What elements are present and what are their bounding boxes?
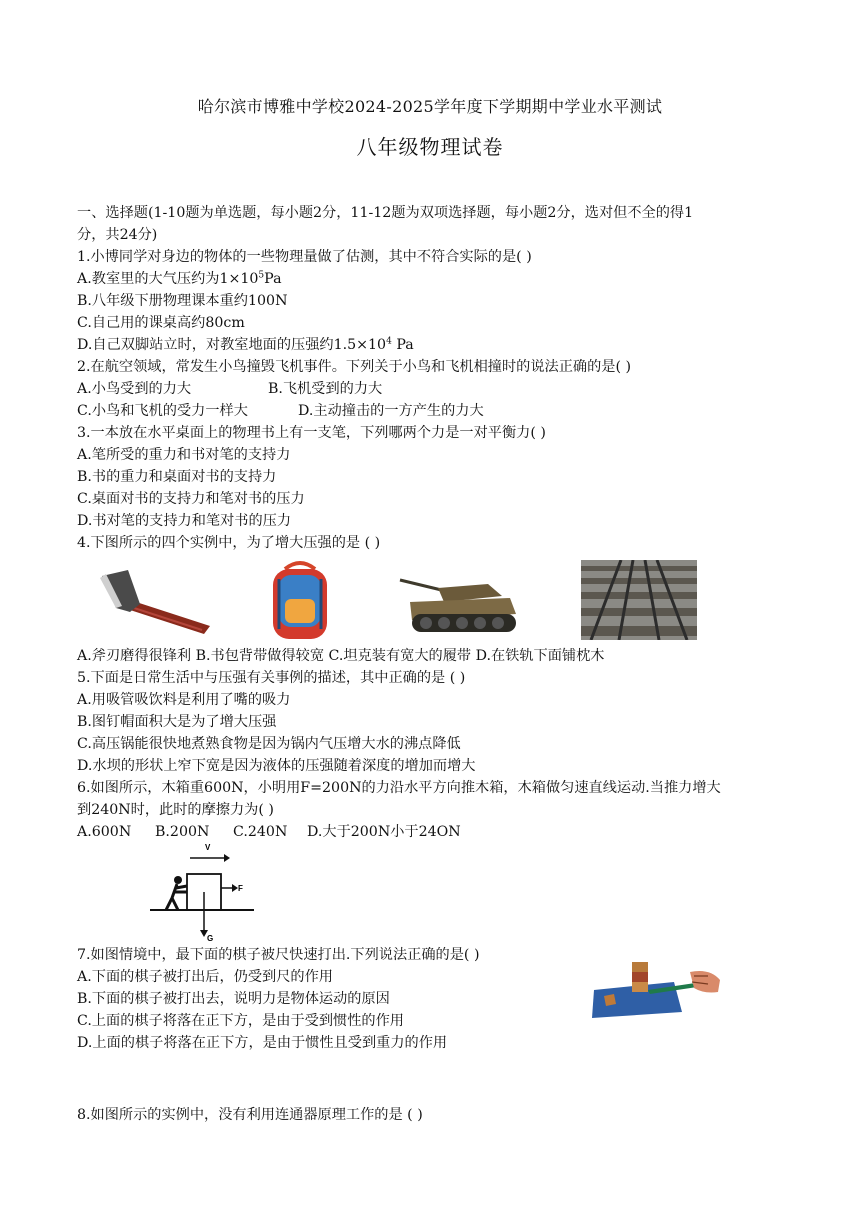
q3-option-b: B.书的重力和桌面对书的支持力 [77,469,277,485]
q5-stem: 5.下面是日常生活中与压强有关事例的描述，其中正确的是 ( ) [77,670,466,686]
q1-option-d: D.自己双脚站立时，对教室地面的压强约$1.5\times 10^4$ Pa [77,336,414,353]
push-box-diagram [150,840,260,944]
axe-image [94,568,214,638]
q3-option-d: D.书对笔的支持力和笔对书的压力 [77,513,292,529]
q7-option-a: A.下面的棋子被打出后，仍受到尺的作用 [77,969,333,985]
school-title: 哈尔滨市博雅中学校2024-2025学年度下学期期中学业水平测试 [197,97,663,116]
tank-image [398,566,522,638]
q7-option-b: B.下面的棋子被打出去，说明力是物体运动的原因 [77,991,390,1007]
q6-stem-line1: 6.如图所示，木箱重600N，小明用F=200N的力沿水平方向推木箱，木箱做匀速直线运动.当推力增大 [77,780,721,796]
force-label: F [238,884,243,893]
q7-option-d: D.上面的棋子将落在正下方，是由于惯性且受到重力的作用 [77,1035,448,1051]
q6-option-b: B.200N [155,824,210,840]
gravity-label: G [207,934,214,943]
velocity-label: V [205,843,211,852]
q1-option-a: A.教室里的大气压约为$1\times 10^5Pa$ [77,270,282,287]
q3-stem: 3.一本放在水平桌面上的物理书上有一支笔，下列哪两个力是一对平衡力( ) [77,425,546,441]
q2-stem: 2.在航空领域，常发生小鸟撞毁飞机事件。下列关于小鸟和飞机相撞时的说法正确的是( ) [77,359,632,375]
q1-option-c: C.自己用的课桌高约80cm [77,315,245,331]
q1-stem: 1.小博同学对身边的物体的一些物理量做了估测，其中不符合实际的是( ) [77,249,532,265]
section-intro-line1: 一、选择题(1-10题为单选题，每小题2分，11-12题为双项选择题，每小题2分，选对但不全的得1 [77,205,694,221]
railway-image [581,560,697,640]
q2-option-b: B.飞机受到的力大 [268,381,383,397]
q7-stem: 7.如图情境中，最下面的棋子被尺快速打出.下列说法正确的是( ) [77,947,480,963]
q1-option-b: B.八年级下册物理课本重约100N [77,293,288,309]
q5-option-d: D.水坝的形状上窄下宽是因为液体的压强随着深度的增加而增大 [77,758,476,774]
q8-stem: 8.如图所示的实例中，没有利用连通器原理工作的是 ( ) [77,1107,423,1123]
q7-option-c: C.上面的棋子将落在正下方，是由于受到惯性的作用 [77,1013,404,1029]
q6-stem-line2: 到240N时，此时的摩擦力为( ) [77,802,274,818]
section-intro-line2: 分，共24分) [77,227,158,243]
paper-title: 八年级物理试卷 [356,135,504,159]
q5-option-b: B.图钉帽面积大是为了增大压强 [77,714,277,730]
q2-option-c: C.小鸟和飞机的受力一样大 [77,403,248,419]
q5-option-a: A.用吸管吸饮料是利用了嘴的吸力 [77,692,291,708]
q3-option-c: C.桌面对书的支持力和笔对书的压力 [77,491,305,507]
q6-option-c: C.240N [233,824,288,840]
chess-pieces-image [590,950,722,1020]
q6-option-a: A.600N [77,824,132,840]
q6-option-d: D.大于200N小于24ON [307,824,461,840]
q2-option-a: A.小鸟受到的力大 [77,381,192,397]
q3-option-a: A.笔所受的重力和书对笔的支持力 [77,447,291,463]
q4-stem: 4.下图所示的四个实例中，为了增大压强的是 ( ) [77,535,381,551]
q2-option-d: D.主动撞击的一方产生的力大 [298,403,484,419]
q5-option-c: C.高压锅能很快地煮熟食物是因为锅内气压增大水的沸点降低 [77,736,461,752]
q4-options: A.斧刃磨得很锋利 B.书包背带做得较宽 C.坦克装有宽大的履带 D.在铁轨下面铺枕木 [77,648,605,664]
backpack-image [265,559,335,641]
